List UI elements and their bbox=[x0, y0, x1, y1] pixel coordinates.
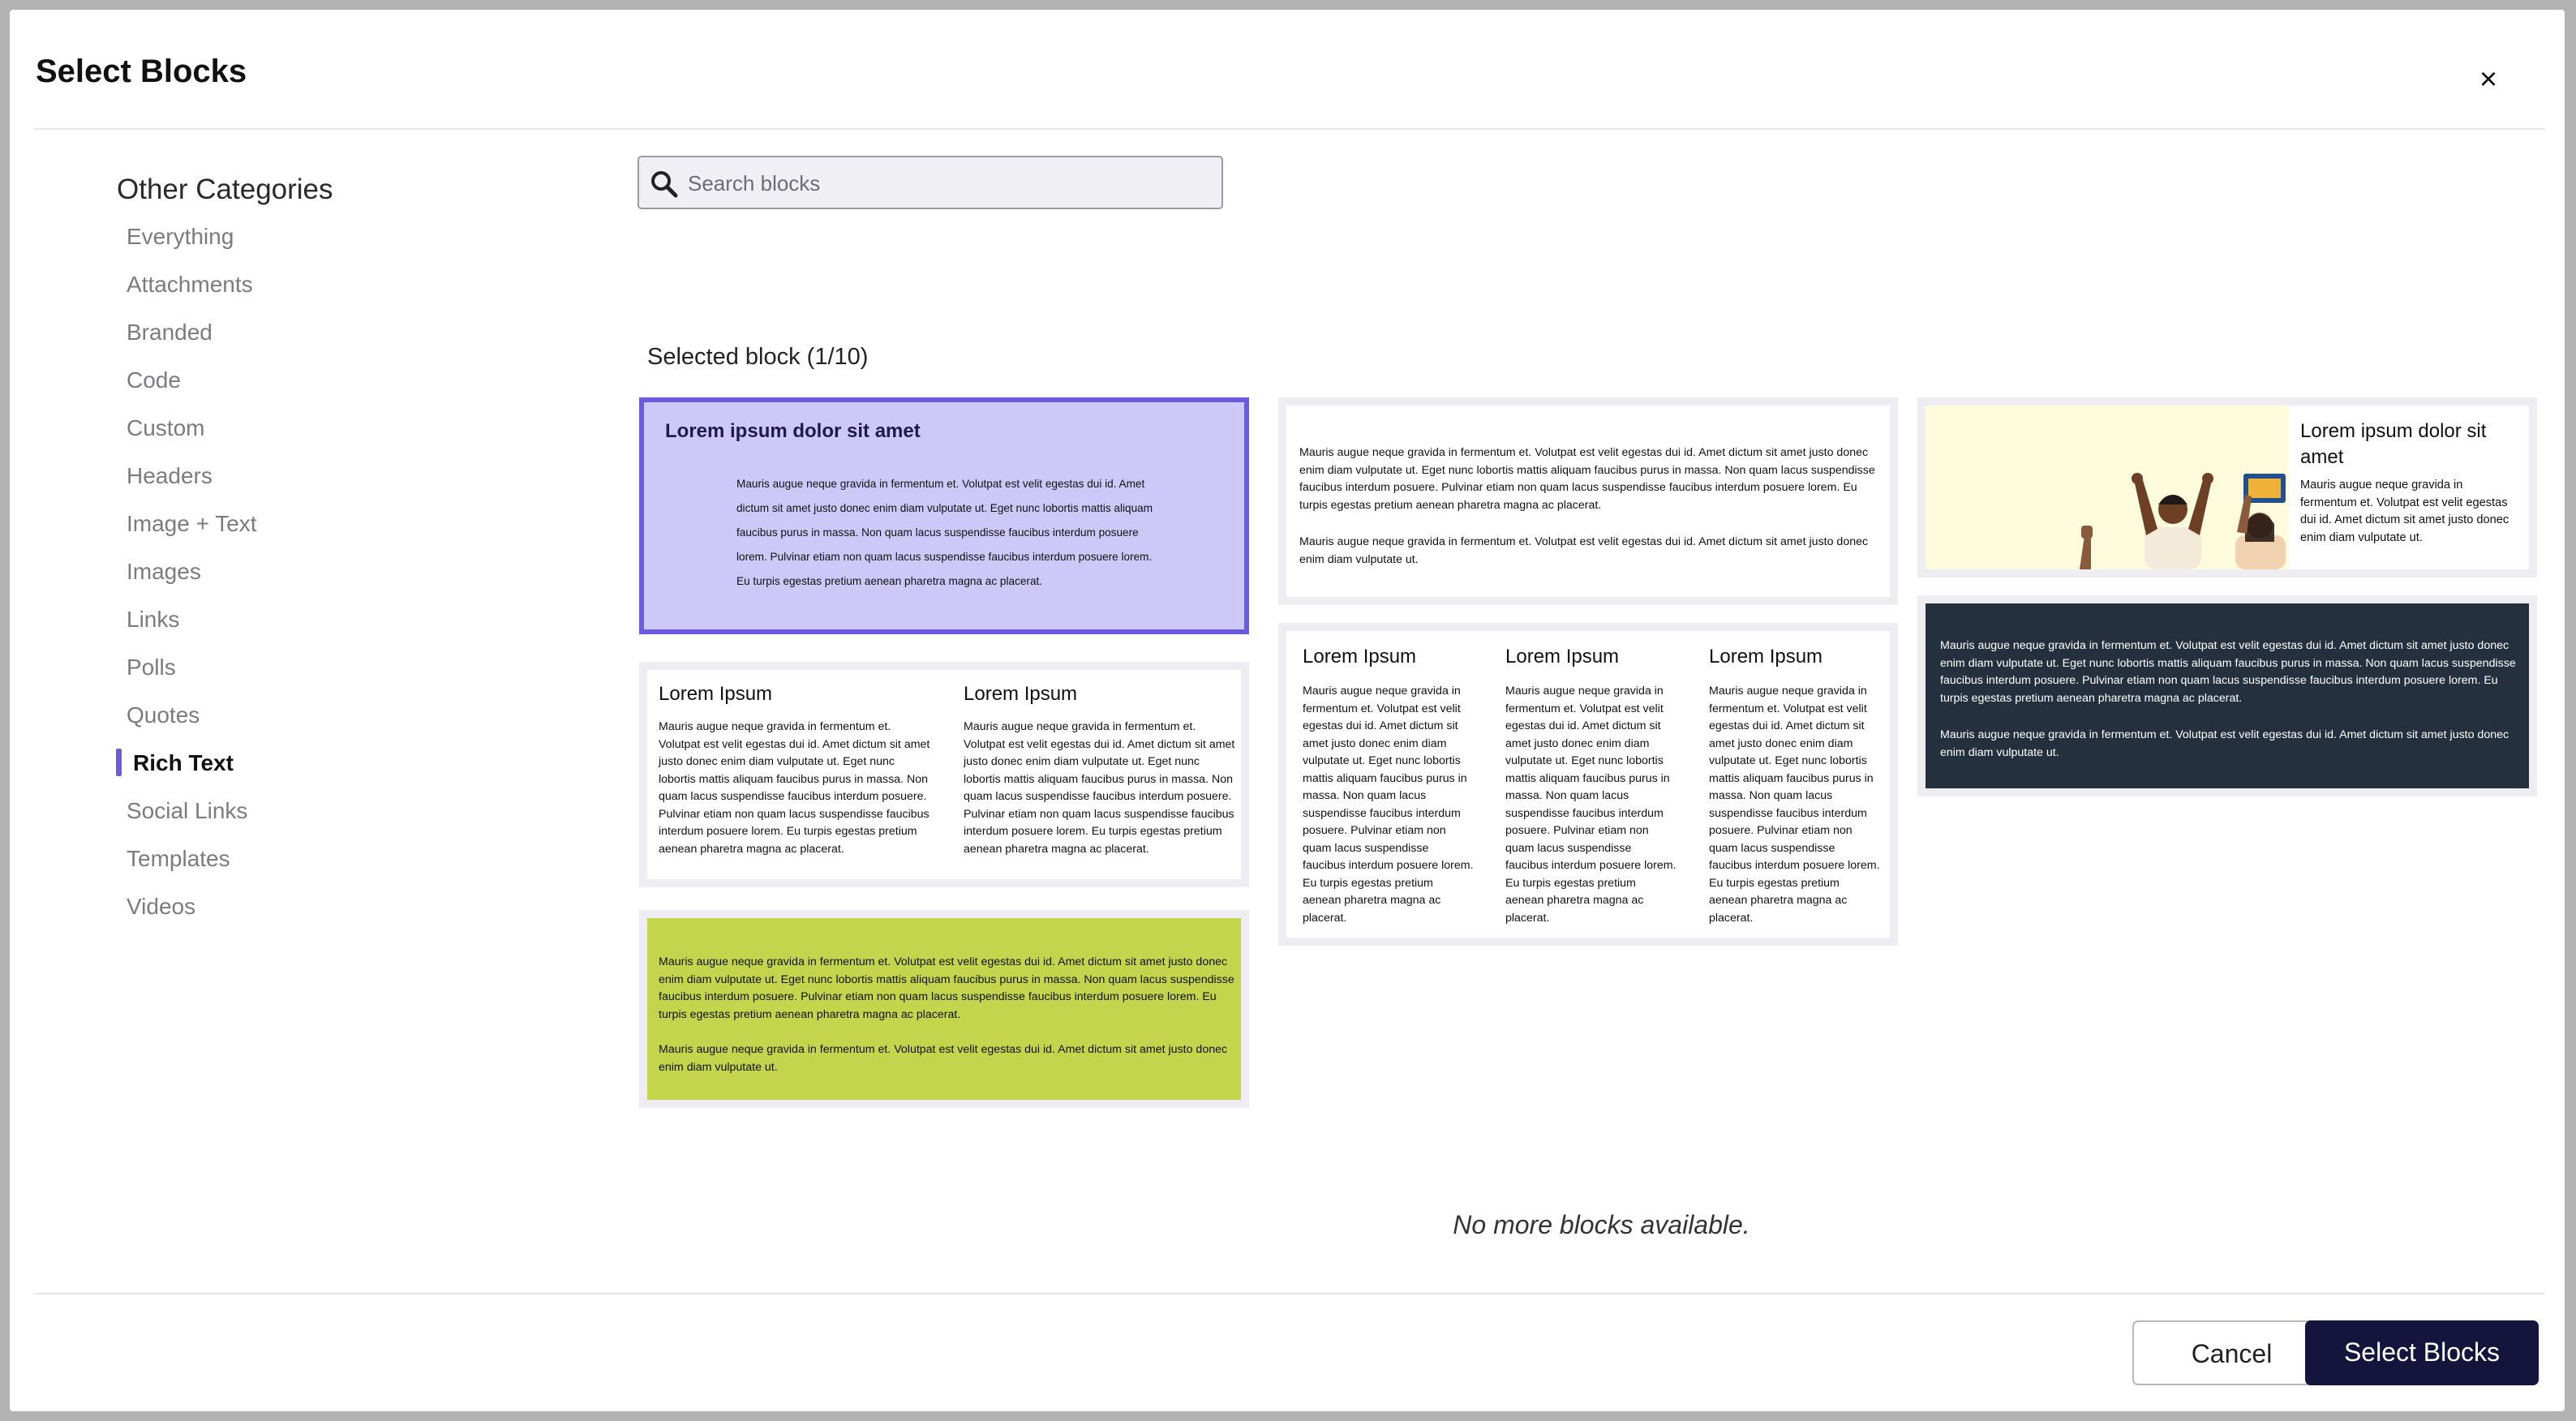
sidebar-item-links[interactable]: Links bbox=[127, 607, 180, 632]
sidebar-item-code[interactable]: Code bbox=[127, 367, 181, 393]
active-category-indicator bbox=[116, 749, 122, 776]
dialog-title: Select Blocks bbox=[36, 54, 247, 89]
sidebar-item-rich-text[interactable]: Rich Text bbox=[133, 750, 234, 775]
empty-state-message: No more blocks available. bbox=[1453, 1210, 1750, 1239]
sidebar-item-social-links[interactable]: Social Links bbox=[127, 798, 248, 823]
column-title: Lorem Ipsum bbox=[1303, 646, 1417, 668]
block-card-three-columns[interactable] bbox=[1278, 623, 1898, 946]
block-paragraph: Mauris augue neque gravida in fermentum et. Volutpat est velit egestas dui id. Amet dictum sit amet justo donec enim diam vulputate ut. Eget nunc lobortis mattis aliquam faucibus purus in massa. Non quam lacus suspendisse faucibus interdum posuere. Pulvinar etiam non quam lacus suspendisse faucibus interdum posuere lorem. Eu turpis egestas pretium aenean pharetra magna ac placerat. bbox=[1940, 639, 2516, 705]
search-box bbox=[638, 156, 1223, 209]
sidebar-item-quotes[interactable]: Quotes bbox=[127, 702, 200, 728]
footer-divider bbox=[34, 1293, 2545, 1294]
sidebar-item-templates[interactable]: Templates bbox=[127, 846, 230, 871]
sidebar-item-videos[interactable]: Videos bbox=[127, 894, 196, 919]
close-icon[interactable]: × bbox=[2479, 62, 2498, 97]
block-paragraph: Mauris augue neque gravida in fermentum et. Volutpat est velit egestas dui id. Amet dictum sit amet justo donec enim diam vulputate ut. Eget nunc lobortis mattis aliquam faucibus purus in massa. Non quam lacus suspendisse faucibus interdum posuere. Pulvinar etiam non quam lacus suspendisse faucibus interdum posuere lorem. Eu turpis egestas pretium aenean pharetra magna ac placerat. bbox=[1299, 446, 1875, 512]
column-title: Lorem Ipsum bbox=[1709, 646, 1823, 668]
column-body: Mauris augue neque gravida in fermentum et. Volutpat est velit egestas dui id. Amet dictum sit amet justo donec enim diam vulputate ut. Eget nunc lobortis mattis aliquam faucibus purus in massa. Non quam lacus suspendisse faucibus interdum posuere. Pulvinar etiam non quam lacus suspendisse faucibus interdum posuere lorem. Eu turpis egestas pretium aenean pharetra magna ac placerat. bbox=[1709, 685, 1880, 925]
block-paragraph: Mauris augue neque gravida in fermentum et. Volutpat est velit egestas dui id. Amet dictum sit amet justo donec enim diam vulputate ut. bbox=[1940, 728, 2509, 759]
block-card-dark[interactable] bbox=[1917, 595, 2537, 796]
column-body: Mauris augue neque gravida in fermentum et. Volutpat est velit egestas dui id. Amet dictum sit amet justo donec enim diam vulputate ut. Eget nunc lobortis mattis aliquam faucibus purus in massa. Non quam lacus suspendisse faucibus interdum posuere. Pulvinar etiam non quam lacus suspendisse faucibus interdum posuere lorem. Eu turpis egestas pretium aenean pharetra magna ac placerat. bbox=[659, 720, 930, 856]
sidebar-heading: Other Categories bbox=[117, 174, 333, 205]
block-card-image-text[interactable] bbox=[1917, 397, 2537, 577]
block-card-selected[interactable] bbox=[639, 397, 1249, 634]
sidebar-item-images[interactable]: Images bbox=[127, 559, 201, 584]
column-title: Lorem Ipsum bbox=[659, 683, 773, 705]
block-body: Mauris augue neque gravida in fermentum et. Volutpat est velit egestas dui id. Amet dictum sit amet justo donec enim diam vulputate ut. bbox=[2300, 479, 2509, 544]
block-paragraph: Mauris augue neque gravida in fermentum et. Volutpat est velit egestas dui id. Amet dictum sit amet justo donec enim diam vulputate ut. bbox=[1299, 535, 1869, 566]
sidebar-item-headers[interactable]: Headers bbox=[127, 463, 213, 488]
column-title: Lorem Ipsum bbox=[1505, 646, 1620, 668]
celebrating-people-illustration bbox=[1926, 406, 2289, 569]
sidebar-item-custom[interactable]: Custom bbox=[127, 415, 205, 440]
search-icon bbox=[649, 169, 680, 200]
block-title: Lorem ipsum dolor sit amet bbox=[665, 420, 921, 442]
sidebar-item-image-text[interactable]: Image + Text bbox=[127, 511, 257, 536]
sidebar-item-branded[interactable]: Branded bbox=[127, 320, 213, 345]
block-body: Mauris augue neque gravida in fermentum et. Volutpat est velit egestas dui id. Amet dictum sit amet justo donec enim diam vulputate ut. Eget nunc lobortis mattis aliquam faucibus purus in massa. Non quam lacus suspendisse faucibus interdum posuere lorem. Pulvinar etiam non quam lacus suspendisse faucibus interdum posuere lorem. Eu turpis egestas pretium aenean pharetra magna ac placerat. bbox=[736, 478, 1153, 587]
block-card-lime[interactable] bbox=[639, 910, 1249, 1108]
column-body: Mauris augue neque gravida in fermentum et. Volutpat est velit egestas dui id. Amet dictum sit amet justo donec enim diam vulputate ut. Eget nunc lobortis mattis aliquam faucibus purus in massa. Non quam lacus suspendisse faucibus interdum posuere. Pulvinar etiam non quam lacus suspendisse faucibus interdum posuere lorem. Eu turpis egestas pretium aenean pharetra magna ac placerat. bbox=[964, 720, 1235, 856]
search-input[interactable] bbox=[686, 164, 1209, 203]
header-divider bbox=[34, 128, 2545, 130]
column-body: Mauris augue neque gravida in fermentum et. Volutpat est velit egestas dui id. Amet dictum sit amet justo donec enim diam vulputate ut. Eget nunc lobortis mattis aliquam faucibus purus in massa. Non quam lacus suspendisse faucibus interdum posuere. Pulvinar etiam non quam lacus suspendisse faucibus interdum posuere lorem. Eu turpis egestas pretium aenean pharetra magna ac placerat. bbox=[1505, 685, 1677, 925]
select-blocks-button[interactable]: Select Blocks bbox=[2305, 1320, 2539, 1385]
column-title: Lorem Ipsum bbox=[964, 683, 1078, 705]
block-paragraph: Mauris augue neque gravida in fermentum et. Volutpat est velit egestas dui id. Amet dictum sit amet justo donec enim diam vulputate ut. Eget nunc lobortis mattis aliquam faucibus purus in massa. Non quam lacus suspendisse faucibus interdum posuere. Pulvinar etiam non quam lacus suspendisse faucibus interdum posuere lorem. Eu turpis egestas pretium aenean pharetra magna ac placerat. bbox=[659, 955, 1234, 1021]
block-card-text[interactable] bbox=[1278, 397, 1898, 605]
select-blocks-dialog bbox=[10, 10, 2565, 1411]
block-title: Lorem ipsum dolor sit amet bbox=[2300, 420, 2487, 468]
sidebar-item-everything[interactable]: Everything bbox=[127, 224, 234, 249]
sidebar-item-polls[interactable]: Polls bbox=[127, 655, 176, 680]
block-paragraph: Mauris augue neque gravida in fermentum et. Volutpat est velit egestas dui id. Amet dictum sit amet justo donec enim diam vulputate ut. bbox=[659, 1043, 1228, 1074]
sidebar-item-attachments[interactable]: Attachments bbox=[127, 272, 253, 297]
column-body: Mauris augue neque gravida in fermentum et. Volutpat est velit egestas dui id. Amet dictum sit amet justo donec enim diam vulputate ut. Eget nunc lobortis mattis aliquam faucibus purus in massa. Non quam lacus suspendisse faucibus interdum posuere. Pulvinar etiam non quam lacus suspendisse faucibus interdum posuere lorem. Eu turpis egestas pretium aenean pharetra magna ac placerat. bbox=[1303, 685, 1474, 925]
cancel-button[interactable]: Cancel bbox=[2132, 1320, 2331, 1385]
selected-count-label: Selected block (1/10) bbox=[647, 344, 869, 370]
block-card-two-columns[interactable] bbox=[639, 662, 1249, 887]
